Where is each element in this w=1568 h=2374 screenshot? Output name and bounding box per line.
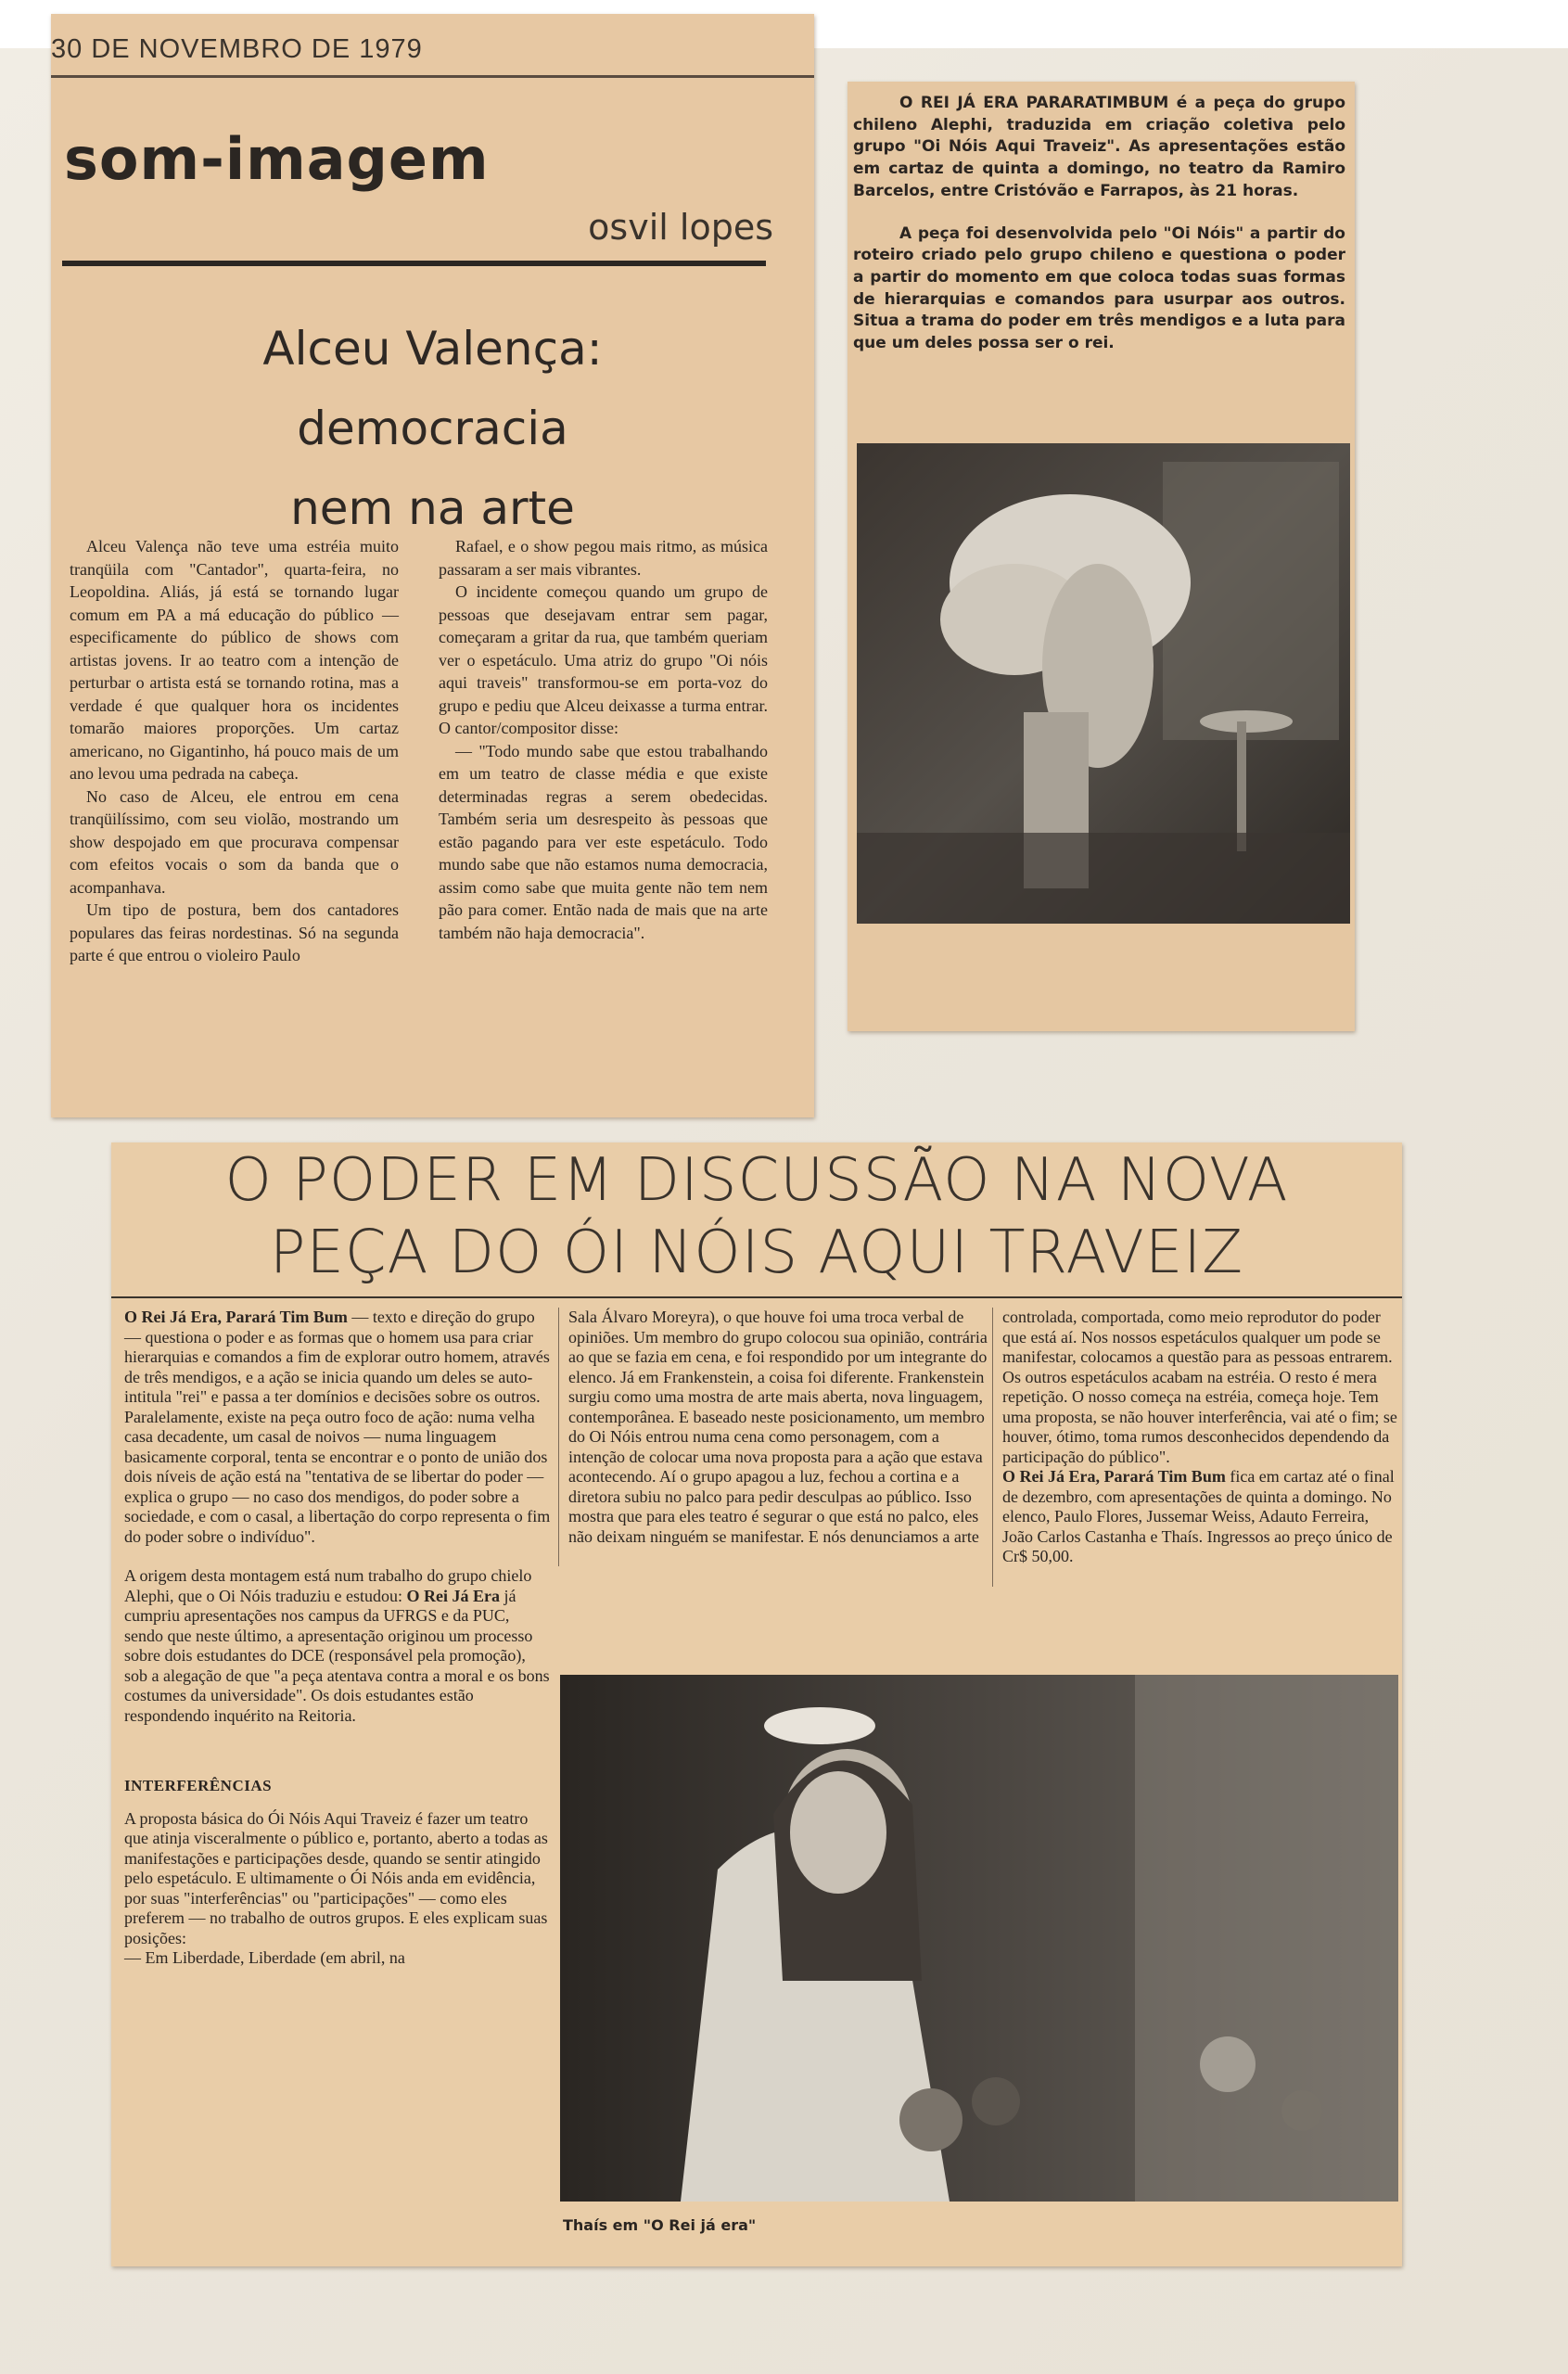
article-column <box>992 1308 1401 1587</box>
paragraph-text: fica em cartaz até o final de dezembro, com apresentações de quinta a domingo. No elenco, Paulo Flores, Jussemar Weiss, Adauto Ferreira, João Carlos Castanha e Thaís. Ingressos ao preço único de Cr$ 50,00. <box>1002 1467 1395 1565</box>
headline-line: nem na arte <box>290 481 575 535</box>
poder-clipping <box>111 1142 1402 2266</box>
rei-ja-era-clipping <box>848 82 1355 1031</box>
subheading: INTERFERÊNCIAS <box>124 1777 273 1794</box>
article-column <box>558 1308 997 1566</box>
paragraph-text: — texto e direção do grupo — questiona o poder e as formas que o homem usa para criar hierarquias e comandos a fim de explorar outro homem, através de três mendigos, e a ação se inicia quando um deles se auto-intitula "rei" e passa a ter domínios e decisões sobre os outros. Paralelamente, existe na peça outro foco de ação: numa velha casa decadente, um casal de noivos — numa linguagem basicamente corporal, tenta se encontrar e o ponto de união dos dois níveis de ação está na "tentativa de se libertar do poder — explica o grupo — no caso dos mendigos, do poder sobre a sociedade, e com o casal, a libertação do corpo representa o fim do poder sobre o indivíduo". <box>124 1308 551 1546</box>
paragraph: — "Todo mundo sabe que estou trabalhando em um teatro de classe média e que existe determinadas regras a serem obedecidas. Também seria um desrespeito às pessoas que estão pagando para ver este espetáculo. Todo mundo sabe que não estamos numa democracia, assim como sabe que muita gente não tem nem pão para comer. Então nada de mais que na arte também não haja democracia". <box>439 741 768 942</box>
headline-line: O PODER EM DISCUSSÃO NA NOVA <box>224 1146 1289 1215</box>
play-title: O Rei Já Era, Parará Tim Bum <box>1002 1467 1226 1486</box>
column-section-title: som-imagem <box>64 125 490 193</box>
alceu-clipping <box>51 14 814 1117</box>
paragraph: O incidente começou quando um grupo de pessoas que desejavam entrar sem pagar, começaram a gritar da rua, que também queriam ver o espetáculo. Uma atriz do grupo "Oi nóis aqui traveis" transformou-se em porta-voz do grupo e pediu que Alceu deixasse a turma entrar. O cantor/compositor disse: <box>439 582 768 737</box>
article-column <box>70 535 399 967</box>
paragraph-text: já cumpriu apresentações nos campus da UFRGS e da PUC, sendo que neste último, a apresentação originou um processo sobre dois estudantes do DCE (responsável pela promoção), sob a alegação de que "a peça atentava contra a moral e os bons costumes da universidade". Os dois estudantes estão respondendo inquérito na Reitoria. <box>124 1586 550 1725</box>
headline-line: democracia <box>297 402 568 455</box>
paragraph: A proposta básica do Ói Nóis Aqui Traveiz é fazer um teatro que atinja visceralmente o público e, portanto, aberto a todas as manifestações e participações desde, quando se sentir atingido pelo espetáculo. E ultimamente o Ói Nóis anda em evidência, por suas "interferências" ou "participações" — como eles preferem — no trabalho de outros grupos. E eles explicam suas posições: <box>124 1808 548 1947</box>
paragraph: Sala Álvaro Moreyra), o que houve foi uma troca verbal de opiniões. Um membro do grupo colocou sua opinião, contrária ao que se fazia em cena, e foi respondido por um integrante do elenco. Já em Frankenstein, a coisa foi diferente. Frankenstein surgiu como uma mostra de arte mais aberta, nova linguagem, contemporânea. E baseado neste posicionamento, um membro do Oi Nóis entrou numa cena como personagem, com a intenção de colocar uma nova proposta para a ação que estava acontecendo. Aí o grupo apagou a luz, fechou a cortina e a diretora subiu no palco para pedir desculpas ao público. Isso mostra que para eles teatro é segurar o que está no palco, eles não deixam ninguém se manifestar. E nós denunciamos a arte <box>568 1308 988 1546</box>
paragraph: A peça foi desenvolvida pelo "Oi Nóis" a partir do roteiro criado pelo grupo chileno e questiona o poder a partir do momento em que coloca todas suas formas de hierarquias e comandos para usurpar aos outros. Situa a trama do poder em três mendigos e a luta para que um deles possa ser o rei. <box>853 223 1345 353</box>
stage-photo <box>857 443 1350 924</box>
paragraph <box>124 1308 551 1547</box>
headline-line: PEÇA DO ÓI NÓIS AQUI TRAVEIZ <box>269 1219 1244 1287</box>
divider <box>111 1296 1402 1298</box>
paragraph: No caso de Alceu, ele entrou em cena tranqüilíssimo, com seu violão, mostrando um show despojado em que procurava compensar com efeitos vocais o som da banda que o acompanhava. <box>70 786 399 897</box>
paragraph <box>124 1566 551 1726</box>
divider <box>62 261 766 266</box>
divider <box>51 75 814 78</box>
headline-line: Alceu Valença: <box>262 322 603 376</box>
poder-headline <box>111 1144 1402 1289</box>
rei-text <box>853 93 1345 376</box>
photo-caption: Thaís em "O Rei já era" <box>563 2216 757 2234</box>
article-column <box>124 1308 551 1988</box>
paragraph: Alceu Valença não teve uma estréia muito tranqüila com "Cantador", quarta-feira, no Leopoldina. Aliás, já está se tornando lugar comum em PA a má educação do público — especificamente do público de shows com artistas jovens. Ir ao teatro com a intenção de perturbar o artista está se tornando rotina, mas a verdade é que qualquer hora os incidentes tomarão maiores proporções. Um cartaz americano, no Gigantinho, há pouco mais de um ano levou uma pedrada na cabeça. <box>70 537 399 783</box>
column-author: osvil lopes <box>588 207 773 248</box>
paragraph: Um tipo de postura, bem dos cantadores populares das feiras nordestinas. Só na segunda parte é que entrou o violeiro Paulo <box>70 900 399 964</box>
paragraph: Rafael, e o show pegou mais ritmo, as música passaram a ser mais vibrantes. <box>439 537 768 579</box>
paragraph: — Em Liberdade, Liberdade (em abril, na <box>124 1948 405 1967</box>
play-title: O Rei Já Era <box>406 1586 500 1605</box>
paragraph <box>1002 1467 1401 1567</box>
date-line: 30 DE NOVEMBRO DE 1979 <box>51 34 423 64</box>
article-column <box>439 535 768 944</box>
actress-photo <box>560 1675 1398 2202</box>
alceu-headline <box>88 309 777 548</box>
paragraph-text: A origem desta montagem está num trabalho do grupo chielo Alephi, que o Oi Nóis traduziu e estudou: <box>124 1566 532 1605</box>
play-title: O Rei Já Era, Parará Tim Bum <box>124 1308 348 1326</box>
paragraph: O REI JÁ ERA PARARATIMBUM é a peça do grupo chileno Alephi, traduzida em criação coletiva pelo grupo "Oi Nóis Aqui Traveiz". As apresentações estão em cartaz de quinta a domingo, no teatro da Ramiro Barcelos, entre Cristóvão e Farrapos, às 21 horas. <box>853 94 1345 200</box>
paragraph: controlada, comportada, como meio reprodutor do poder que está aí. Nos nossos espetáculos qualquer um pode se manifestar, colocamos a questão para as pessoas entrarem. Os outros espetáculos acabam na estréia. O resto é mera repetição. O nosso começa na estréia, começa hoje. Tem uma proposta, se não houver interferência, vai até o fim; se houver, ótimo, toma rumos desconhecidos dependendo da participação do público". <box>1002 1308 1397 1466</box>
